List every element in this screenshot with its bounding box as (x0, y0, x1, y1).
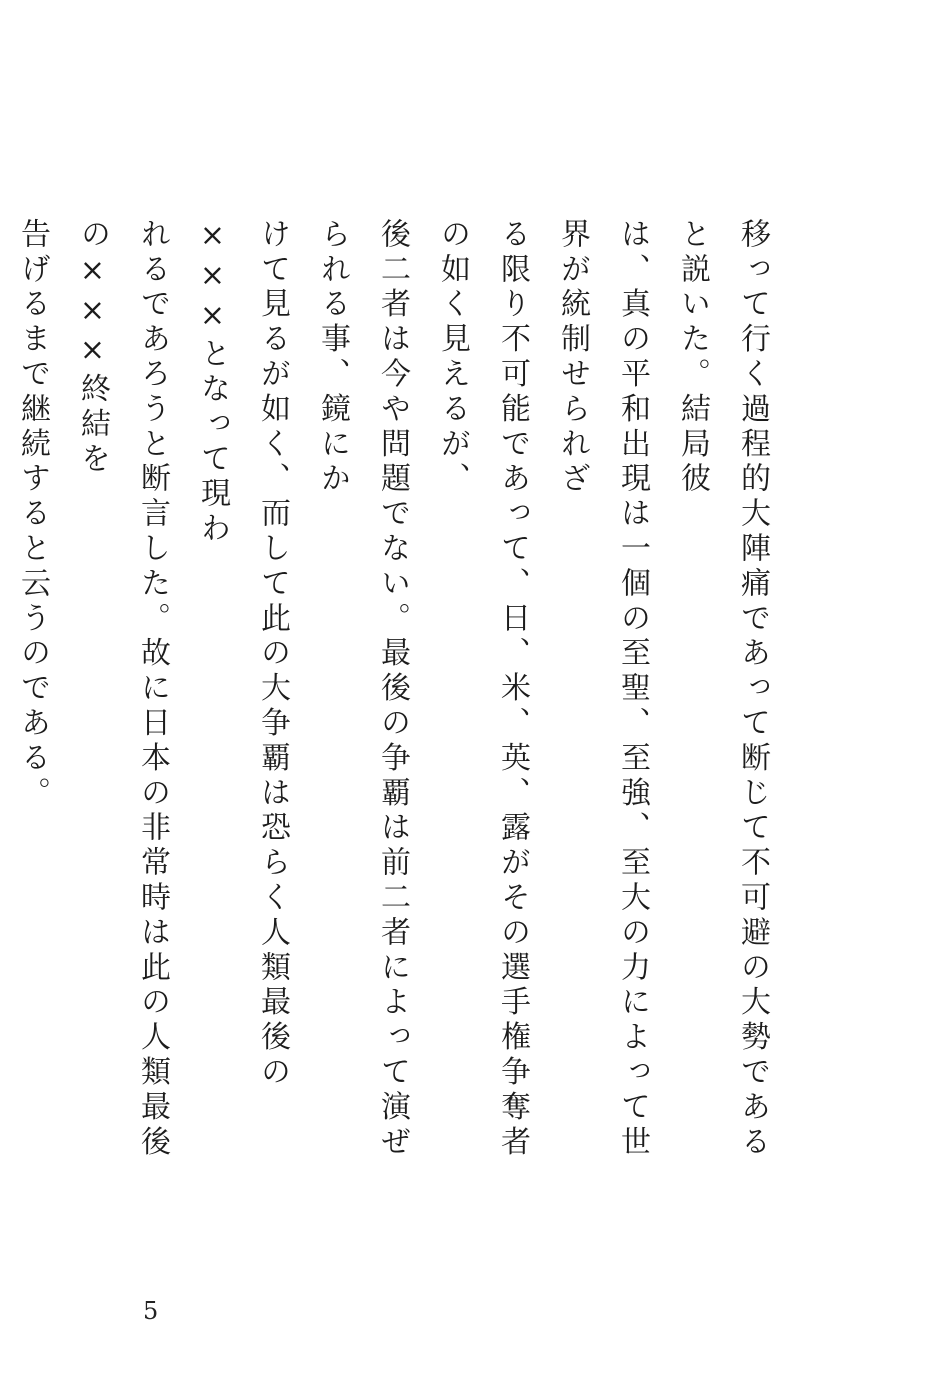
paragraph-2 (0, 218, 2, 1193)
paragraph-1: 移って行く過程的大陣痛であって断じて不可避の大勢であると説いた。結局彼 は、真の平和出現は一個の至聖、至強、至大の力によって世界が統制せられざ る限り不可能であって、日、米、英、露がその選手権争奪者の如く見えるが、 後二者は今や問題でない。最後の争覇は前二者によって演ぜられる事、鏡にか けて見るが如く、而して此の大争覇は恐らく人類最後の×××となって現わ れるであろうと断言した。故に日本の非常時は此の人類最後の×××終結を 告げるまで継続すると云うのである。 (15, 218, 770, 1161)
page-number: 5 (143, 1297, 159, 1325)
body-text (0, 218, 782, 1193)
